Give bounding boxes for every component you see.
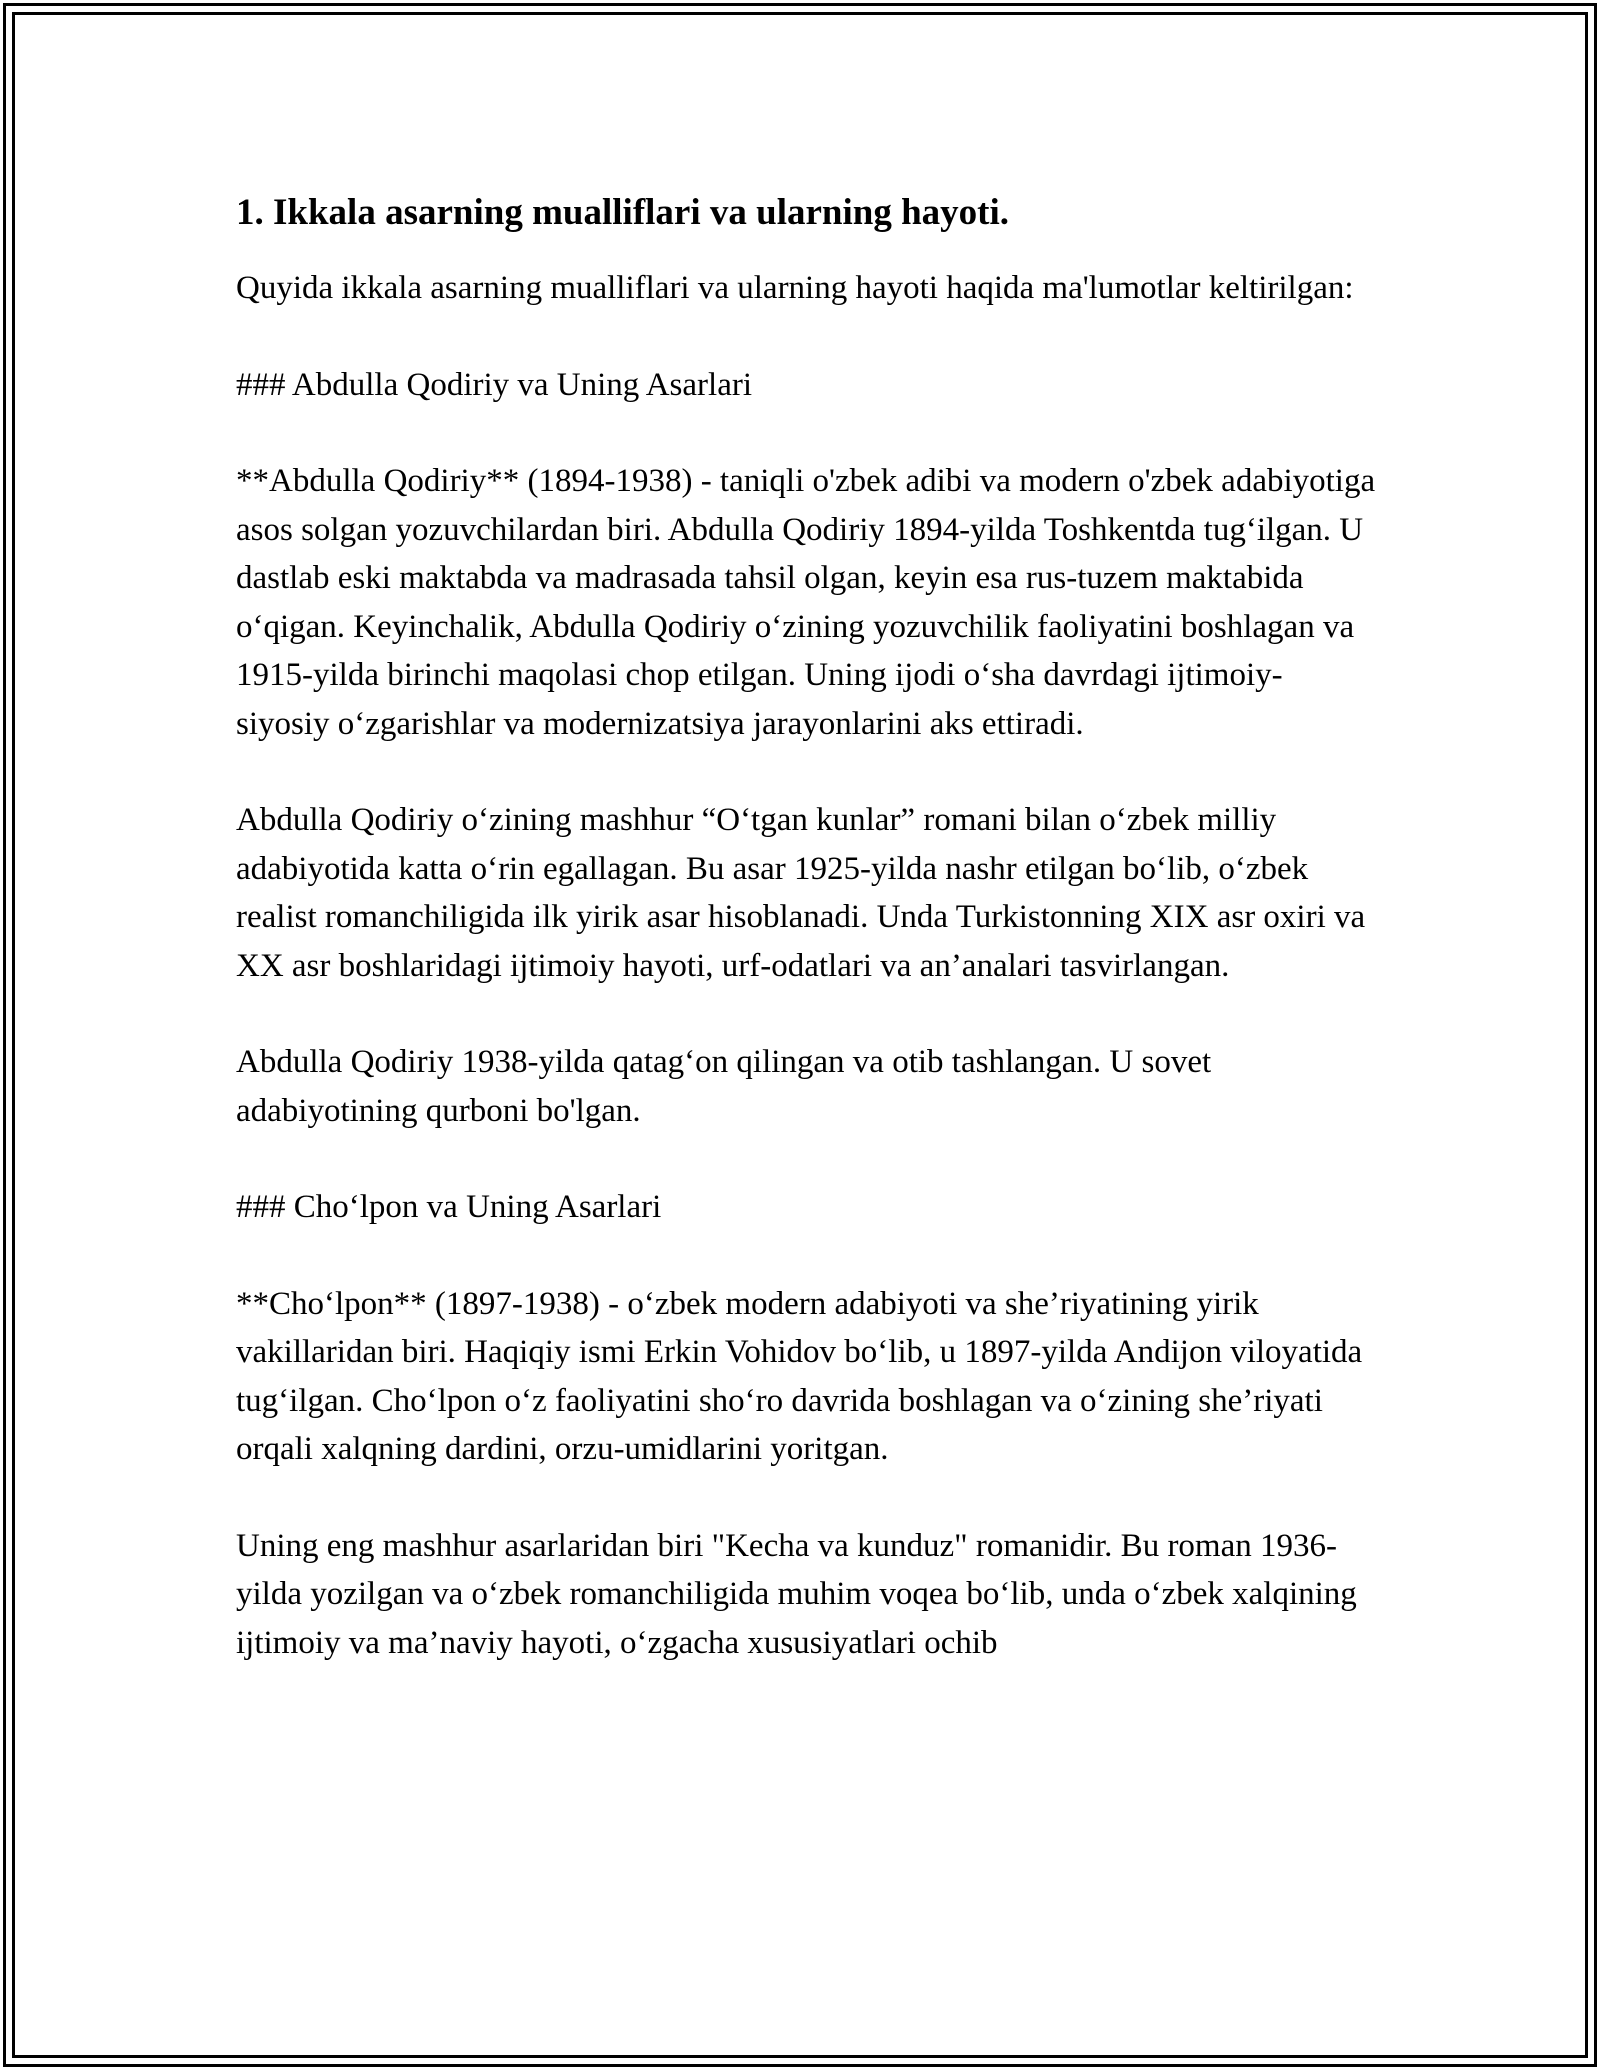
paragraph-otgan-kunlar: Abdulla Qodiriy o‘zining mashhur “O‘tgan kunlar” romani bilan o‘zbek milliy adabiyotida katta o‘rin egallagan. Bu asar 1925-yilda nashr etilgan bo‘lib, o‘zbek realist romanchiligida ilk yirik asar hisoblanadi. Unda Turkistonning XIX asr oxiri va XX asr boshlaridagi ijtimoiy hayoti, urf-odatlari va an’analari tasvirlangan. [236, 802, 1366, 984]
paragraph-cholpon-bio: **Cho‘lpon** (1897-1938) - o‘zbek modern adabiyoti va she’riyatining yirik vakillaridan biri. Haqiqiy ismi Erkin Vohidov bo‘lib, u 1897-yilda Andijon viloyatida tug‘ilgan. Cho‘lpon o‘z faoliyatini sho‘ro davrida boshlagan va o‘zining she’riyati orqali xalqning dardini, orzu-umidlarini yoritgan. [236, 1285, 1363, 1467]
document-body [236, 188, 1376, 1715]
paragraph-qodiriy-death: Abdulla Qodiriy 1938-yilda qatag‘on qilingan va otib tashlangan. U sovet adabiyotining qurboni bo'lgan. [236, 1044, 1212, 1129]
intro-paragraph: Quyida ikkala asarning mualliflari va ularning hayoti haqida ma'lumotlar keltirilgan: [236, 270, 1354, 306]
paragraph-kecha-va-kunduz: Uning eng mashhur asarlaridan biri "Kecha va kunduz" romanidir. Bu roman 1936-yilda yozilgan va o‘zbek romanchiligida muhim voqea bo‘lib, unda o‘zbek xalqining ijtimoiy va ma’naviy hayoti, o‘zgacha xususiyatlari ochib [236, 1527, 1357, 1661]
paragraph-qodiriy-bio: **Abdulla Qodiriy** (1894-1938) - taniqli o'zbek adibi va modern o'zbek adabiyotiga asos solgan yozuvchilardan biri. Abdulla Qodiriy 1894-yilda Toshkentda tug‘ilgan. U dastlab eski maktabda va madrasada tahsil olgan, keyin esa rus-tuzem maktabida o‘qigan. Keyinchalik, Abdulla Qodiriy o‘zining yozuvchilik faoliyatini boshlagan va 1915-yilda birinchi maqolasi chop etilgan. Uning ijodi o‘sha davrdagi ijtimoiy-siyosiy o‘zgarishlar va modernizatsiya jarayonlarini aks ettiradi. [236, 463, 1376, 742]
heading-cholpon: ### Cho‘lpon va Uning Asarlari [236, 1189, 662, 1225]
section-title: 1. Ikkala asarning mualliflari va ularning hayoti. [236, 192, 1010, 233]
heading-qodiriy: ### Abdulla Qodiriy va Uning Asarlari [236, 366, 753, 403]
